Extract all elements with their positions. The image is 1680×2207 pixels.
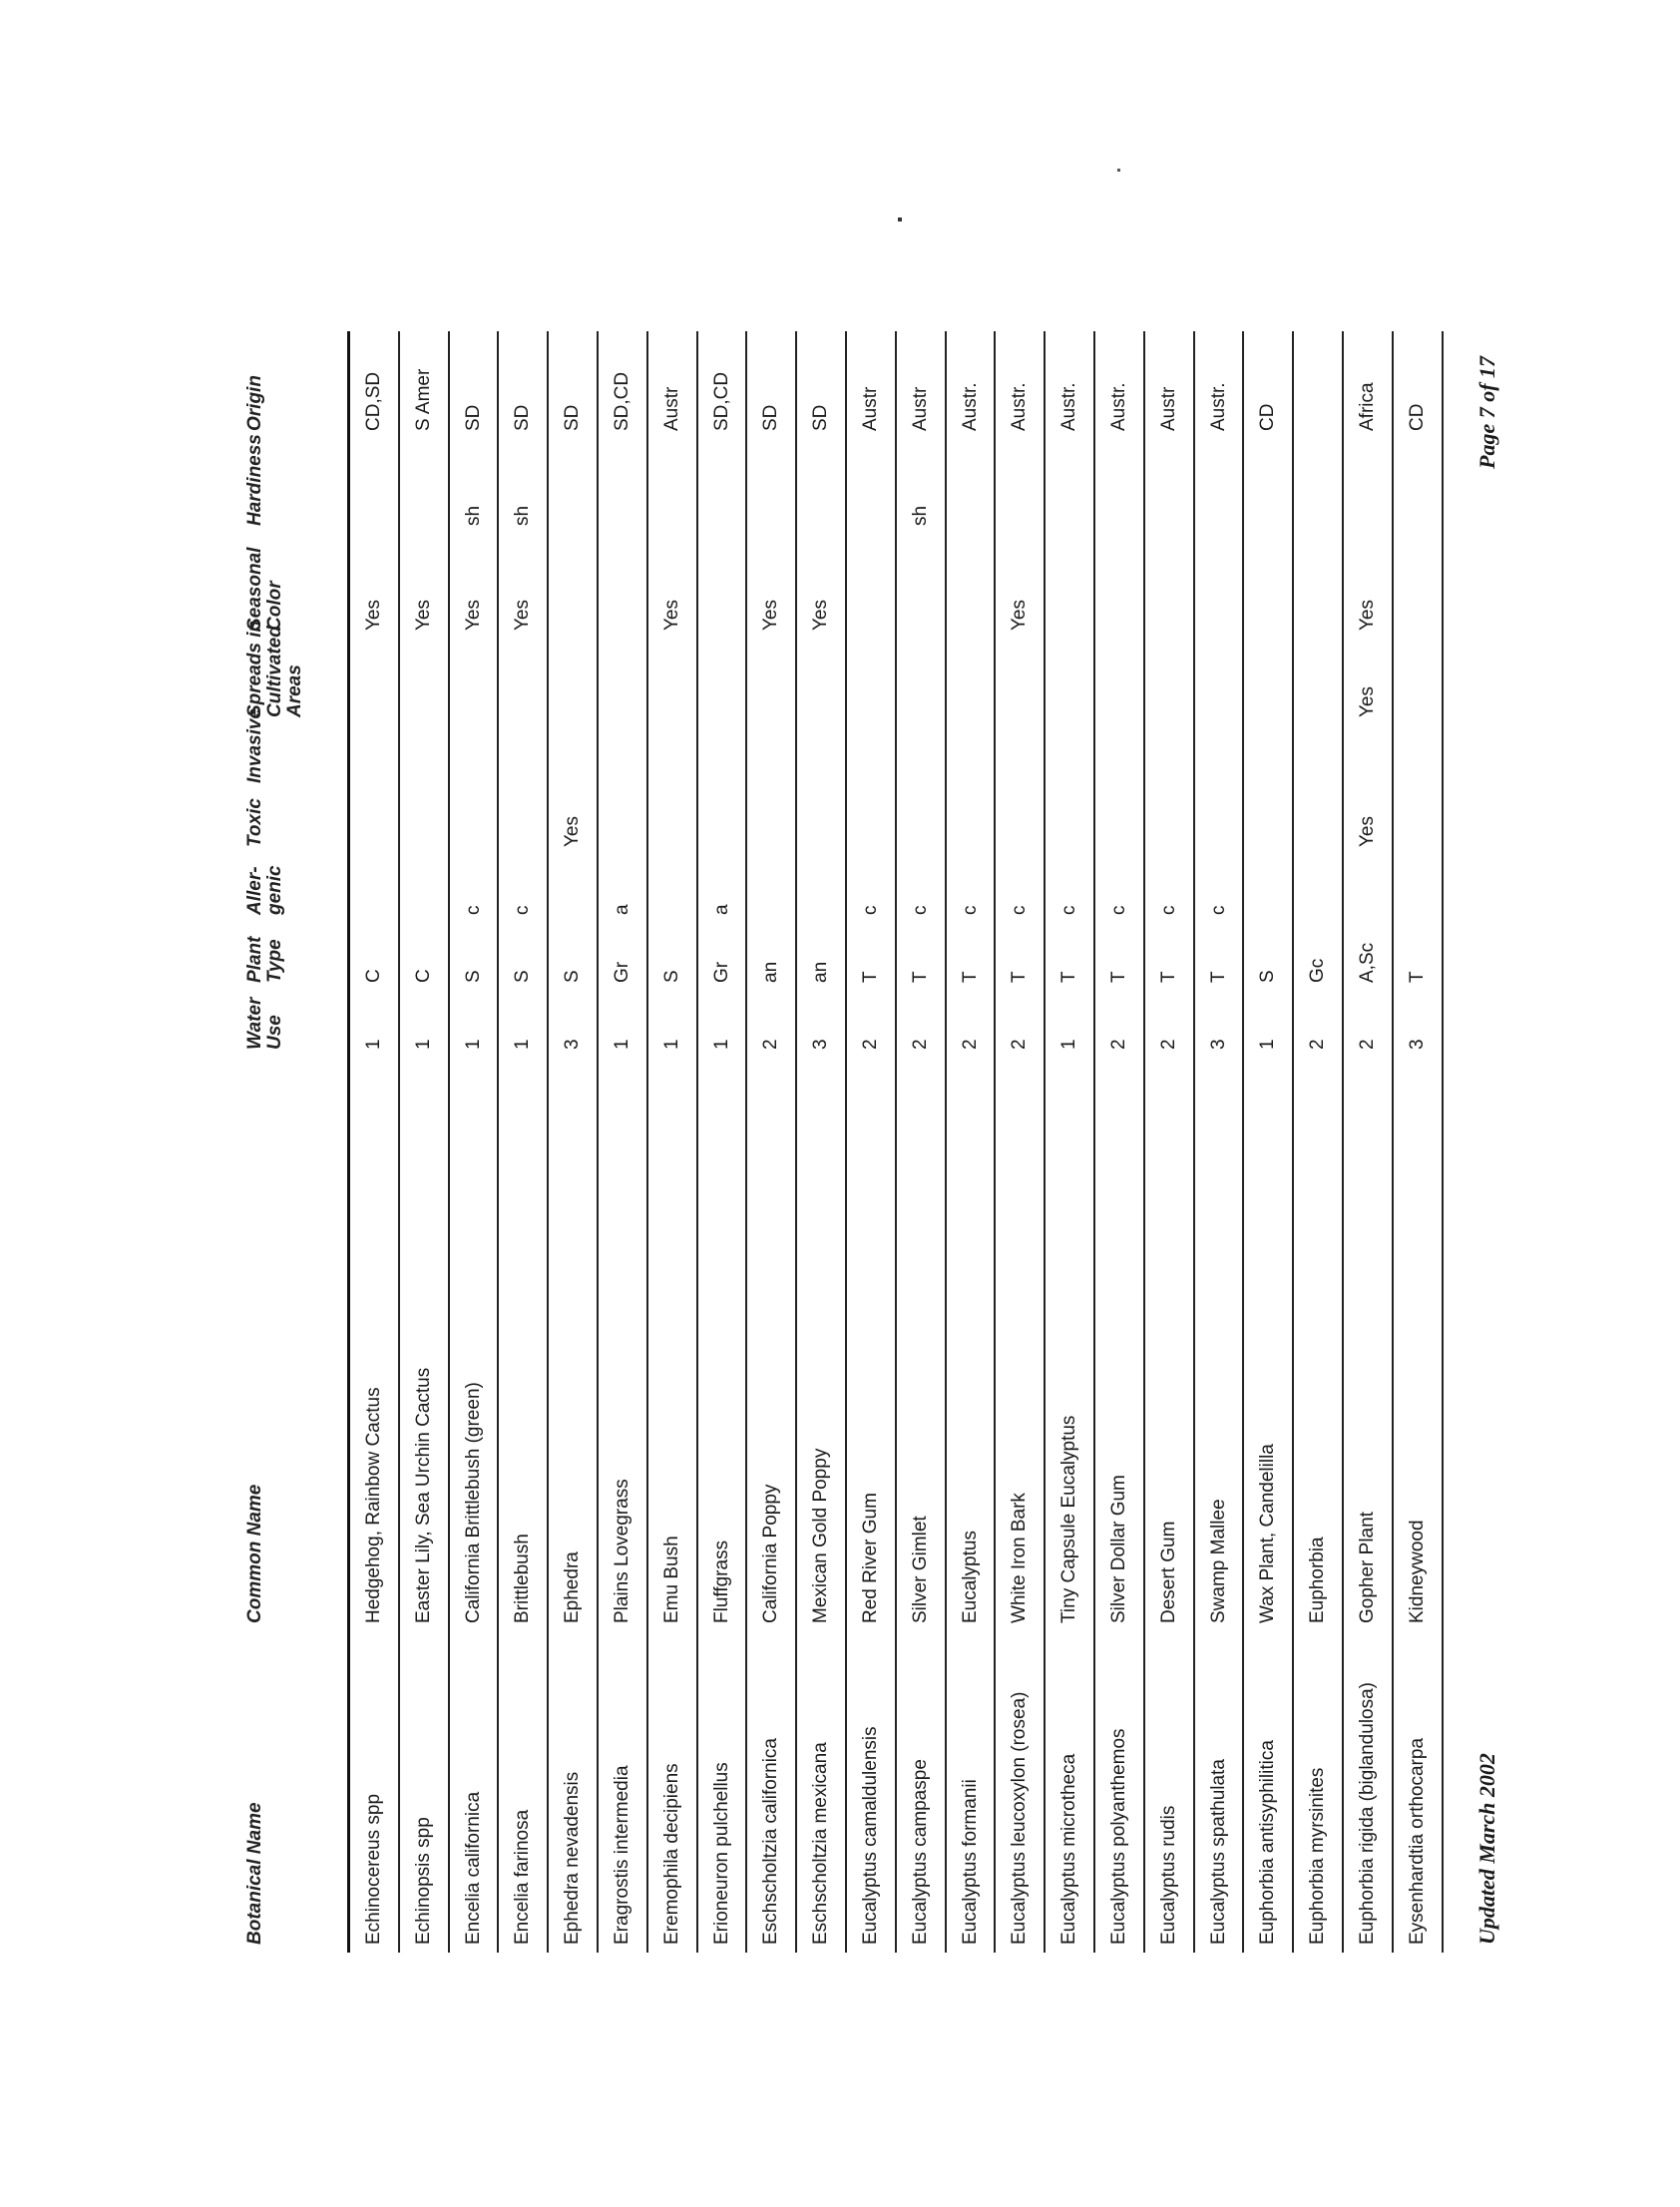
cell-water-use: 1	[363, 1039, 384, 1050]
cell-water-use: 3	[810, 1039, 832, 1050]
cell-botanical-name: Eschscholtzia californica	[760, 1738, 782, 1945]
table-row	[1095, 331, 1145, 1953]
cell-water-use: 2	[1157, 1039, 1179, 1050]
cell-botanical-name: Echinopsis spp	[412, 1817, 434, 1945]
cell-common-name: Fluffgrass	[710, 1540, 732, 1623]
cell-seasonal-color: Yes	[512, 600, 534, 631]
cell-common-name: Mexican Gold Poppy	[810, 1448, 832, 1623]
cell-water-use: 1	[412, 1039, 434, 1050]
cell-botanical-name: Euphorbia rigida (biglandulosa)	[1356, 1681, 1378, 1945]
cell-botanical-name: Eucalyptus campaspe	[909, 1759, 931, 1945]
cell-origin: Austr.	[1107, 382, 1129, 431]
table-row	[698, 331, 748, 1953]
cell-origin: Austr	[660, 386, 682, 431]
cell-botanical-name: Eucalyptus microtheca	[1058, 1753, 1080, 1945]
cell-origin: SD,CD	[710, 371, 732, 431]
cell-water-use: 2	[909, 1039, 931, 1050]
cell-water-use: 1	[462, 1039, 484, 1050]
cell-origin: SD	[512, 404, 534, 431]
cell-common-name: Red River Gum	[859, 1493, 881, 1623]
cell-seasonal-color: Yes	[412, 600, 434, 631]
table-row	[1344, 331, 1394, 1953]
cell-seasonal-color: Yes	[1009, 600, 1031, 631]
table-row	[1294, 331, 1344, 1953]
cell-plant-type: C	[412, 969, 434, 983]
cell-toxic: Yes	[562, 816, 584, 847]
table-row	[747, 331, 797, 1953]
cell-common-name: California Poppy	[760, 1484, 782, 1623]
scan-speck	[898, 218, 902, 221]
cell-seasonal-color: Yes	[462, 600, 484, 631]
cell-botanical-name: Euphorbia antisyphilitica	[1257, 1740, 1279, 1945]
table-header-row	[239, 331, 350, 1953]
cell-water-use: 1	[611, 1039, 632, 1050]
table-row	[648, 331, 698, 1953]
cell-plant-type: T	[859, 971, 881, 983]
cell-toxic: Yes	[1356, 816, 1378, 847]
cell-origin: Austr.	[1009, 382, 1031, 431]
cell-botanical-name: Eucalyptus formanii	[959, 1779, 981, 1945]
cell-water-use: 2	[1356, 1039, 1378, 1050]
cell-allergenic: c	[959, 905, 981, 915]
table-row	[1145, 331, 1195, 1953]
cell-plant-type: T	[1207, 971, 1229, 983]
table-row	[400, 331, 450, 1953]
cell-common-name: California Brittlebush (green)	[462, 1382, 484, 1623]
cell-plant-type: Gr	[710, 961, 732, 983]
cell-common-name: Tiny Capsule Eucalyptus	[1058, 1415, 1080, 1623]
cell-plant-type: Gr	[611, 961, 632, 983]
updated-date: Updated March 2002	[1474, 1753, 1499, 1945]
cell-origin: Austr.	[1058, 382, 1080, 431]
cell-plant-type: T	[1009, 971, 1031, 983]
table-row	[599, 331, 648, 1953]
header-origin: Origin	[244, 375, 265, 431]
cell-common-name: Easter Lily, Sea Urchin Cactus	[412, 1367, 434, 1623]
cell-origin: Africa	[1356, 382, 1378, 431]
table-row	[847, 331, 897, 1953]
cell-water-use: 2	[1107, 1039, 1129, 1050]
cell-botanical-name: Eucalyptus rudis	[1157, 1805, 1179, 1945]
cell-common-name: Silver Dollar Gum	[1107, 1475, 1129, 1623]
cell-botanical-name: Eucalyptus polyanthemos	[1107, 1728, 1129, 1945]
cell-hardiness: sh	[512, 505, 534, 526]
cell-botanical-name: Eremophila decipiens	[660, 1763, 682, 1945]
table-body	[350, 331, 1444, 1953]
table-row	[1244, 331, 1294, 1953]
cell-common-name: Emu Bush	[660, 1536, 682, 1623]
cell-botanical-name: Encelia farinosa	[512, 1809, 534, 1945]
header-toxic: Toxic	[244, 798, 265, 847]
cell-plant-type: C	[363, 969, 384, 983]
header-invasive: Invasive	[244, 708, 265, 783]
cell-origin: CD	[1406, 403, 1428, 431]
cell-origin: Austr	[1157, 386, 1179, 431]
cell-botanical-name: Erioneuron pulchellus	[710, 1762, 732, 1945]
cell-water-use: 1	[660, 1039, 682, 1050]
cell-plant-type: S	[462, 970, 484, 983]
table-row	[1046, 331, 1095, 1953]
cell-common-name: Kidneywood	[1406, 1520, 1428, 1623]
cell-water-use: 2	[859, 1039, 881, 1050]
cell-seasonal-color: Yes	[660, 600, 682, 631]
header-allergenic: Aller- genic	[244, 865, 285, 915]
cell-botanical-name: Eucalyptus camaldulensis	[859, 1726, 881, 1945]
cell-allergenic: a	[611, 904, 632, 915]
cell-origin: SD	[810, 404, 832, 431]
table-row	[1394, 331, 1444, 1953]
cell-botanical-name: Eucalyptus leucoxylon (rosea)	[1009, 1691, 1031, 1945]
cell-common-name: Ephedra	[562, 1551, 584, 1623]
cell-water-use: 2	[959, 1039, 981, 1050]
plant-table	[239, 331, 1444, 1953]
cell-plant-type: an	[760, 961, 782, 983]
page-number: Page 7 of 17	[1474, 355, 1499, 469]
cell-allergenic: c	[512, 905, 534, 915]
cell-botanical-name: Echinocereus spp	[363, 1793, 384, 1945]
scan-speck	[1117, 169, 1120, 172]
table-row	[549, 331, 599, 1953]
cell-plant-type: T	[1157, 971, 1179, 983]
cell-plant-type: S	[512, 970, 534, 983]
cell-allergenic: c	[859, 905, 881, 915]
cell-seasonal-color: Yes	[810, 600, 832, 631]
cell-common-name: White Iron Bark	[1009, 1493, 1031, 1623]
cell-plant-type: Gc	[1307, 958, 1329, 983]
cell-seasonal-color: Yes	[760, 600, 782, 631]
table-row	[996, 331, 1046, 1953]
cell-botanical-name: Encelia californica	[462, 1791, 484, 1945]
cell-allergenic: a	[710, 904, 732, 915]
cell-origin: CD,SD	[363, 371, 384, 431]
cell-plant-type: S	[660, 970, 682, 983]
cell-allergenic: c	[909, 905, 931, 915]
cell-allergenic: c	[462, 905, 484, 915]
cell-water-use: 2	[760, 1039, 782, 1050]
cell-hardiness: sh	[909, 505, 931, 526]
table-row	[499, 331, 549, 1953]
cell-botanical-name: Eschscholtzia mexicana	[810, 1742, 832, 1945]
cell-allergenic: c	[1157, 905, 1179, 915]
cell-water-use: 1	[710, 1039, 732, 1050]
cell-common-name: Brittlebush	[512, 1534, 534, 1623]
cell-common-name: Desert Gum	[1157, 1521, 1179, 1623]
table-row	[1195, 331, 1245, 1953]
cell-botanical-name: Eucalyptus spathulata	[1207, 1759, 1229, 1945]
cell-seasonal-color: Yes	[1356, 600, 1378, 631]
cell-water-use: 2	[1009, 1039, 1031, 1050]
cell-plant-type: an	[810, 961, 832, 983]
cell-plant-type: T	[909, 971, 931, 983]
cell-water-use: 3	[1207, 1039, 1229, 1050]
cell-water-use: 1	[1058, 1039, 1080, 1050]
cell-common-name: Plains Lovegrass	[611, 1479, 632, 1623]
table-row	[947, 331, 997, 1953]
cell-water-use: 1	[1257, 1039, 1279, 1050]
cell-botanical-name: Eragrostis intermedia	[611, 1765, 632, 1945]
cell-common-name: Euphorbia	[1307, 1537, 1329, 1623]
cell-water-use: 3	[1406, 1039, 1428, 1050]
cell-hardiness: sh	[462, 505, 484, 526]
cell-common-name: Silver Gimlet	[909, 1516, 931, 1623]
cell-water-use: 3	[562, 1039, 584, 1050]
cell-allergenic: c	[1009, 905, 1031, 915]
header-water-use: Water Use	[244, 997, 285, 1050]
cell-allergenic: c	[1058, 905, 1080, 915]
cell-botanical-name: Eysenhardtia orthocarpa	[1406, 1737, 1428, 1945]
cell-origin: SD	[760, 404, 782, 431]
cell-plant-type: A,Sc	[1356, 942, 1378, 983]
cell-plant-type: S	[1257, 970, 1279, 983]
cell-allergenic: c	[1207, 905, 1229, 915]
cell-origin: SD	[562, 404, 584, 431]
header-common-name: Common Name	[244, 1484, 265, 1623]
cell-origin: Austr.	[959, 382, 981, 431]
cell-water-use: 1	[512, 1039, 534, 1050]
cell-common-name: Swamp Mallee	[1207, 1499, 1229, 1623]
cell-plant-type: T	[1107, 971, 1129, 983]
header-hardiness: Hardiness	[244, 434, 265, 526]
cell-spreads: Yes	[1356, 686, 1378, 717]
table-row	[797, 331, 847, 1953]
cell-common-name: Eucalyptus	[959, 1531, 981, 1623]
cell-plant-type: S	[562, 970, 584, 983]
cell-origin: S Amer	[412, 368, 434, 431]
cell-common-name: Gopher Plant	[1356, 1512, 1378, 1623]
cell-origin: SD,CD	[611, 371, 632, 431]
cell-allergenic: c	[1107, 905, 1129, 915]
cell-plant-type: T	[1058, 971, 1080, 983]
header-plant-type: Plant Type	[244, 936, 285, 983]
cell-origin: CD	[1257, 403, 1279, 431]
header-botanical-name: Botanical Name	[244, 1802, 265, 1945]
cell-seasonal-color: Yes	[363, 600, 384, 631]
cell-common-name: Wax Plant, Candelilla	[1257, 1444, 1279, 1623]
cell-origin: SD	[462, 404, 484, 431]
cell-origin: Austr.	[1207, 382, 1229, 431]
cell-origin: Austr	[909, 386, 931, 431]
table-row	[350, 331, 400, 1953]
cell-water-use: 2	[1307, 1039, 1329, 1050]
cell-botanical-name: Ephedra nevadensis	[562, 1771, 584, 1945]
cell-plant-type: T	[959, 971, 981, 983]
cell-plant-type: T	[1406, 971, 1428, 983]
header-seasonal-color: Seasonal Color	[244, 547, 285, 631]
table-row	[450, 331, 500, 1953]
cell-origin: Austr	[859, 386, 881, 431]
cell-botanical-name: Euphorbia myrsinites	[1307, 1767, 1329, 1945]
cell-common-name: Hedgehog, Rainbow Cactus	[363, 1387, 384, 1623]
table-row	[897, 331, 947, 1953]
header-spreads: Spreads in Cultivated Areas	[244, 620, 305, 717]
